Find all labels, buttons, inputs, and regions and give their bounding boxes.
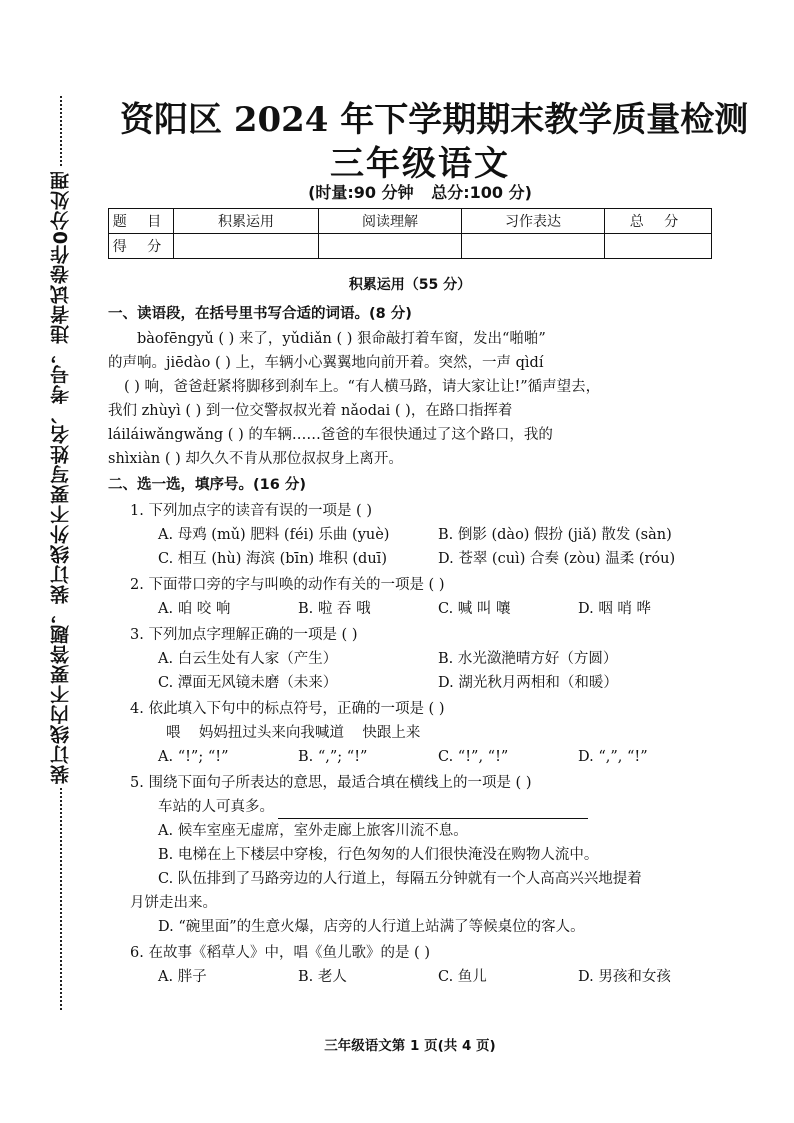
score-cell-header: 习作表达 <box>462 209 605 234</box>
answer-blank-line[interactable] <box>278 802 588 819</box>
option-b: B. “,”; “!” <box>298 749 368 765</box>
score-table-header-row <box>109 209 712 234</box>
passage-line: shìxiàn ( ) 却久久不肯从那位叔叔身上离开。 <box>108 451 403 467</box>
option-a: A. 咱 咬 响 <box>158 601 231 617</box>
total-score-text: 总分:100 分) <box>431 183 532 202</box>
question-2-title: 二、选一选，填序号。(16 分) <box>108 477 306 493</box>
option-b: B. 老人 <box>298 969 347 985</box>
question-content <box>108 300 712 989</box>
option-a: A. 胖子 <box>158 969 207 985</box>
page-footer: 三年级语文第 1 页(共 4 页) <box>324 1038 496 1054</box>
passage-line: láiláiwǎngwǎng ( ) 的车辆……爸爸的车很快通过了这个路口，我的 <box>108 427 553 443</box>
score-cell-header: 总 分 <box>605 209 712 234</box>
passage-line: 的声响。jiēdào ( ) 上，车辆小心翼翼地向前开着。突然，一声 qìdí <box>108 355 544 371</box>
question-2-1-stem: 1. 下列加点字的读音有误的一项是 ( ) <box>130 503 372 519</box>
question-2-4-stem: 4. 依此填入下句中的标点符号，正确的一项是 ( ) <box>130 701 445 717</box>
question-2-2-stem: 2. 下面带口旁的字与叫唤的动作有关的一项是 ( ) <box>130 577 445 593</box>
option-d: D. “,”, “!” <box>578 749 648 765</box>
dotted-binding-line-bottom <box>60 788 62 1010</box>
subject-title: 三年级语文 <box>330 144 510 184</box>
question-2-2-options <box>158 597 712 621</box>
passage-line: ( ) 响，爸爸赶紧将脚移到刹车上。“有人横马路，请大家让让!”循声望去， <box>124 379 601 395</box>
score-cell-blank[interactable] <box>462 234 605 259</box>
option-b: B. 倒影 (dào) 假扮 (jiǎ) 散发 (sàn) <box>438 527 672 543</box>
question-1-title: 一、读语段，在括号里书写合适的词语。(8 分) <box>108 306 412 322</box>
option-c: C. 潭面无风镜未磨（未来） <box>158 675 338 691</box>
option-a: A. 白云生处有人家（产生） <box>158 651 338 667</box>
option-c-continued: 月饼走出来。 <box>130 895 217 911</box>
score-cell-header: 积累运用 <box>174 209 319 234</box>
option-c: C. 鱼儿 <box>438 969 487 985</box>
score-cell-label: 题 目 <box>109 209 174 234</box>
option-b: B. 水光潋滟晴方好（方圆） <box>438 651 618 667</box>
sentence-text: 车站的人可真多。 <box>158 799 274 815</box>
question-2-6-options <box>158 965 712 989</box>
exam-meta <box>120 180 720 203</box>
option-d: D. 苍翠 (cuì) 合奏 (zòu) 温柔 (róu) <box>438 551 676 567</box>
option-a: A. 候车室座无虚席，室外走廊上旅客川流不息。 <box>158 823 468 839</box>
score-table <box>108 208 712 259</box>
score-cell-label: 得 分 <box>109 234 174 259</box>
score-table-score-row <box>109 234 712 259</box>
exam-title: 资阳区 2024 年下学期期末教学质量检测 <box>120 100 749 140</box>
question-2-3-stem: 3. 下列加点字理解正确的一项是 ( ) <box>130 627 358 643</box>
option-c: C. “!”, “!” <box>438 749 509 765</box>
option-d: D. “碗里面”的生意火爆，店旁的人行道上站满了等候桌位的客人。 <box>158 919 585 935</box>
question-2-5-stem: 5. 围绕下面句子所表达的意思，最适合填在横线上的一项是 ( ) <box>130 775 532 791</box>
binding-margin <box>46 96 76 1010</box>
option-b: B. 电梯在上下楼层中穿梭，行色匆匆的人们很快淹没在购物人流中。 <box>158 847 599 863</box>
binding-instruction: 装订线内不要答题，装订线外不要写姓名、考号，违者试卷作0分处理 <box>49 170 72 785</box>
option-c: C. 队伍排到了马路旁边的人行道上，每隔五分钟就有一个人高高兴兴地提着 <box>158 871 642 887</box>
duration-text: (时量:90 分钟 <box>308 183 414 202</box>
section-title: 积累运用（55 分） <box>348 277 472 293</box>
question-2-1-options <box>158 523 712 571</box>
option-a: A. 母鸡 (mǔ) 肥料 (féi) 乐曲 (yuè) <box>158 527 390 543</box>
option-a: A. “!”; “!” <box>158 749 229 765</box>
option-c: C. 相互 (hù) 海滨 (bīn) 堆积 (duī) <box>158 551 387 567</box>
dotted-binding-line-top <box>60 96 62 166</box>
score-cell-blank[interactable] <box>174 234 319 259</box>
question-2-6-stem: 6. 在故事《稻草人》中，唱《鱼儿歌》的是 ( ) <box>130 945 430 961</box>
option-d: D. 湖光秋月两相和（和暖） <box>438 675 618 691</box>
score-cell-header: 阅读理解 <box>319 209 462 234</box>
passage-line: bàofēngyǔ ( ) 来了，yǔdiǎn ( ) 狠命敲打着车窗，发出“啪啪” <box>137 331 546 347</box>
option-d: D. 咽 哨 哗 <box>578 601 652 617</box>
option-b: B. 啦 吞 哦 <box>298 601 371 617</box>
question-2-4-options <box>158 745 712 769</box>
question-2-3-options <box>158 647 712 695</box>
score-cell-blank[interactable] <box>319 234 462 259</box>
passage-line: 我们 zhùyì ( ) 到一位交警叔叔光着 nǎodai ( )，在路口指挥着 <box>108 403 513 419</box>
option-c: C. 喊 叫 嚷 <box>438 601 511 617</box>
question-2-5-sentence <box>158 795 712 819</box>
option-d: D. 男孩和女孩 <box>578 969 671 985</box>
question-2-4-sentence: 喂 妈妈扭过头来向我喊道 快跟上来 <box>166 725 421 741</box>
score-cell-blank[interactable] <box>605 234 712 259</box>
question-1-passage <box>108 327 712 471</box>
